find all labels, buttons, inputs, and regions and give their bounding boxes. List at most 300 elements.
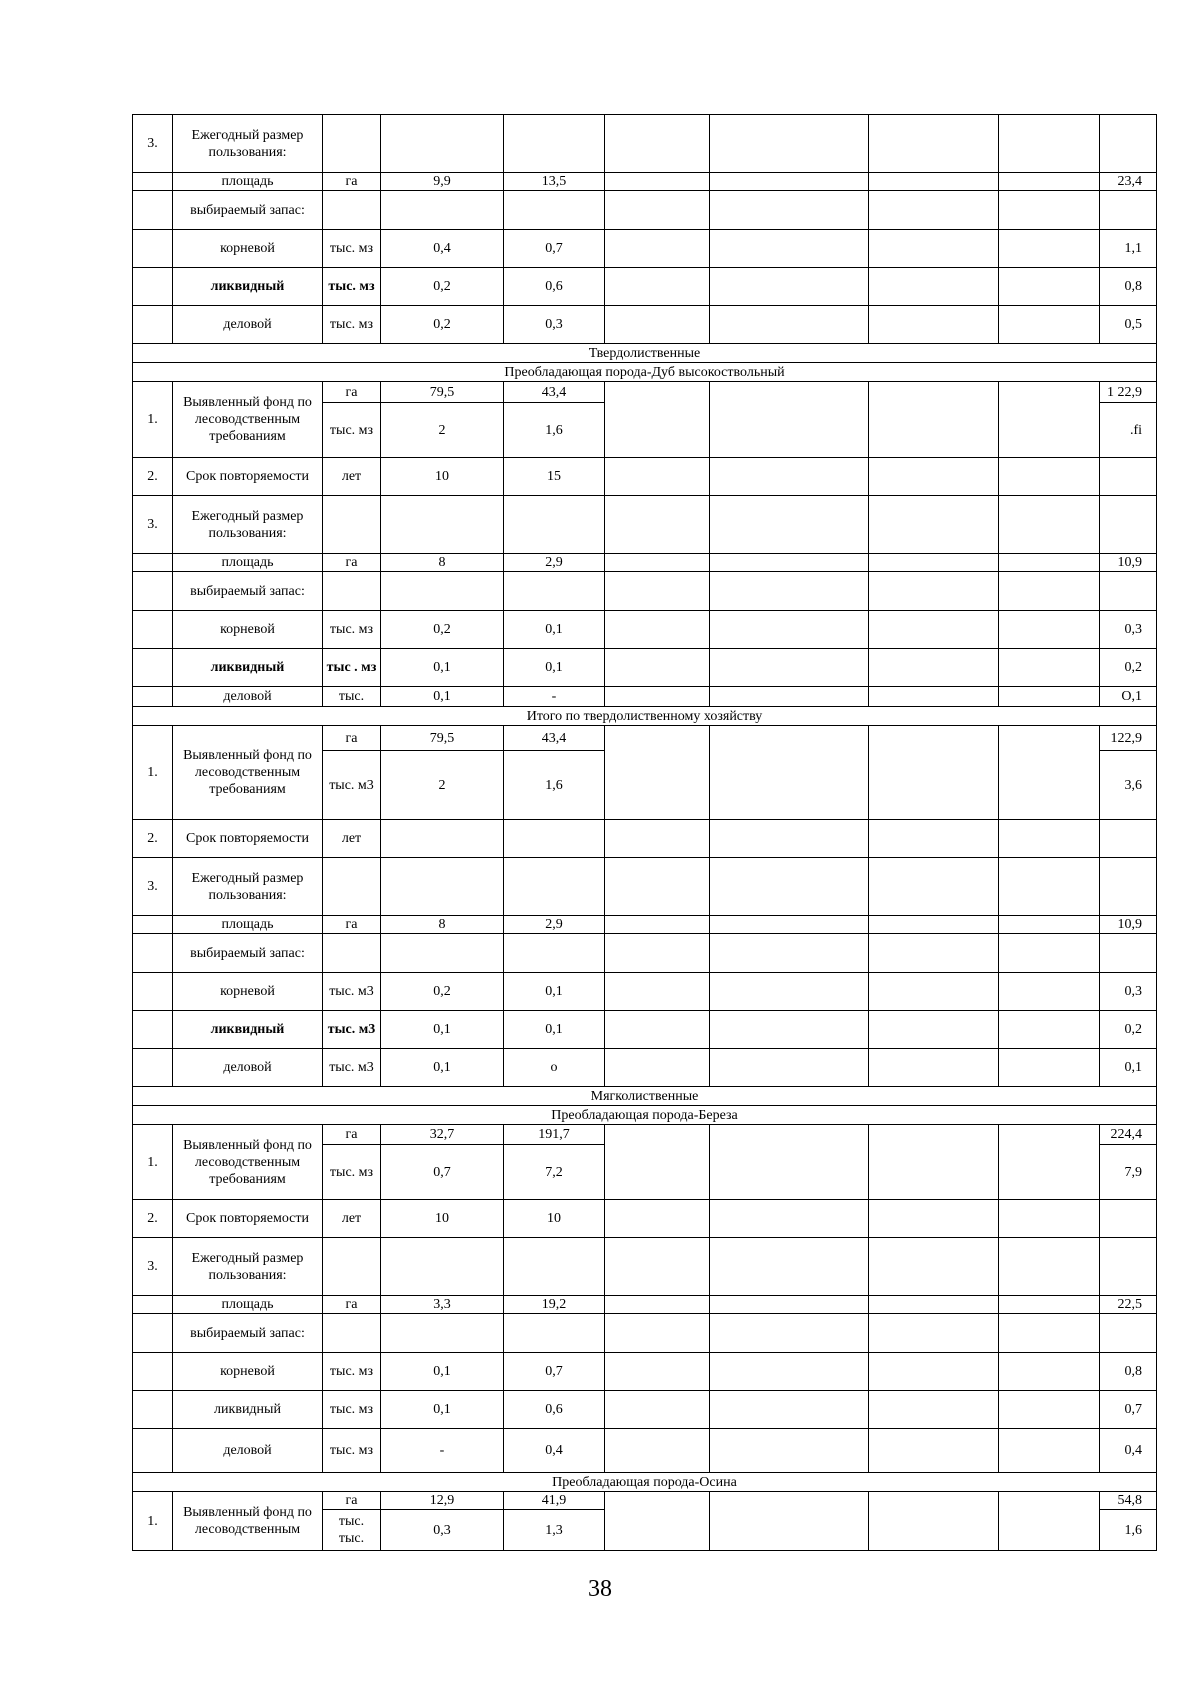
value-cell	[869, 611, 999, 649]
value-cell	[999, 1125, 1100, 1200]
value-cell	[999, 1353, 1100, 1391]
value-cell: 0,7	[504, 1353, 605, 1391]
value-cell	[999, 611, 1100, 649]
section-header: Твердолиственные	[133, 344, 1157, 363]
value-cell	[710, 1011, 869, 1049]
value-cell	[999, 1391, 1100, 1429]
value-cell	[869, 1492, 999, 1551]
value-cell: 0,1	[504, 1011, 605, 1049]
value-cell: 10	[381, 458, 504, 496]
value-cell	[869, 1296, 999, 1314]
value-cell	[869, 554, 999, 572]
row-number	[133, 1353, 173, 1391]
unit-cell: га	[323, 726, 381, 751]
table-row	[133, 1238, 1157, 1296]
value-cell	[504, 496, 605, 554]
value-cell	[999, 1011, 1100, 1049]
unit-cell: га	[323, 1296, 381, 1314]
row-number: 3.	[133, 496, 173, 554]
value-cell	[504, 858, 605, 916]
unit-cell	[323, 191, 381, 230]
section-header: Итого по твердолиственному хозяйству	[133, 707, 1157, 726]
unit-cell: тыс. мз	[323, 1429, 381, 1473]
value-cell: 0,1	[504, 611, 605, 649]
value-cell: 3,3	[381, 1296, 504, 1314]
value-cell	[381, 572, 504, 611]
value-cell	[869, 1391, 999, 1429]
indicator-name: выбираемый запас:	[173, 934, 323, 973]
section-header: Преобладающая порода-Береза	[133, 1106, 1157, 1125]
value-cell	[605, 268, 710, 306]
row-number	[133, 649, 173, 687]
section-header: Преобладающая порода-Дуб высокоствольный	[133, 363, 1157, 382]
value-cell	[605, 496, 710, 554]
table-row	[133, 1049, 1157, 1087]
indicator-name: Срок повторяемости	[173, 820, 323, 858]
section-row	[133, 363, 1157, 382]
value-cell	[999, 496, 1100, 554]
indicator-name: выбираемый запас:	[173, 572, 323, 611]
table-row	[133, 649, 1157, 687]
value-cell	[869, 1049, 999, 1087]
value-cell	[869, 916, 999, 934]
value-cell: о	[504, 1049, 605, 1087]
value-cell: 0,7	[381, 1145, 504, 1200]
row-number: 2.	[133, 458, 173, 496]
value-cell	[869, 1200, 999, 1238]
row-number: 1.	[133, 382, 173, 458]
value-cell	[504, 191, 605, 230]
table-row	[133, 1296, 1157, 1314]
value-cell	[710, 858, 869, 916]
value-cell: 191,7	[504, 1125, 605, 1145]
value-cell	[999, 973, 1100, 1011]
table-row	[133, 820, 1157, 858]
indicator-name: деловой	[173, 1049, 323, 1087]
unit-cell: га	[323, 1492, 381, 1510]
row-number	[133, 973, 173, 1011]
value-cell	[999, 191, 1100, 230]
value-cell	[710, 1238, 869, 1296]
unit-cell: тыс. мз	[323, 1353, 381, 1391]
value-cell: 2,9	[504, 916, 605, 934]
value-cell: 0,3	[504, 306, 605, 344]
indicator-name: деловой	[173, 687, 323, 707]
value-cell	[999, 687, 1100, 707]
unit-cell: тыс. м3	[323, 1011, 381, 1049]
total-cell: 0,7	[1100, 1391, 1157, 1429]
value-cell: 0,3	[381, 1510, 504, 1551]
value-cell	[869, 934, 999, 973]
value-cell	[869, 458, 999, 496]
total-cell	[1100, 1238, 1157, 1296]
total-cell: 10,9	[1100, 554, 1157, 572]
total-cell	[1100, 458, 1157, 496]
unit-cell: тыс. м3	[323, 1049, 381, 1087]
unit-cell	[323, 115, 381, 173]
indicator-name: корневой	[173, 230, 323, 268]
section-row	[133, 344, 1157, 363]
value-cell	[710, 230, 869, 268]
row-number	[133, 306, 173, 344]
indicator-name: площадь	[173, 1296, 323, 1314]
indicator-name: площадь	[173, 916, 323, 934]
unit-cell: тыс . мз	[323, 649, 381, 687]
total-cell	[1100, 1314, 1157, 1353]
total-cell	[1100, 496, 1157, 554]
value-cell	[869, 268, 999, 306]
unit-cell: тыс. мз	[323, 611, 381, 649]
value-cell	[999, 572, 1100, 611]
row-number	[133, 268, 173, 306]
indicator-name: ликвидный	[173, 1011, 323, 1049]
table-row	[133, 306, 1157, 344]
row-number: 3.	[133, 858, 173, 916]
section-row	[133, 1087, 1157, 1106]
value-cell	[869, 858, 999, 916]
value-cell	[710, 496, 869, 554]
total-cell	[1100, 1200, 1157, 1238]
total-cell: 1,6	[1100, 1510, 1157, 1551]
value-cell	[999, 649, 1100, 687]
value-cell	[605, 1492, 710, 1551]
total-cell: 54,8	[1100, 1492, 1157, 1510]
unit-cell: лет	[323, 458, 381, 496]
total-cell: 3,6	[1100, 751, 1157, 820]
value-cell	[710, 687, 869, 707]
total-cell	[1100, 858, 1157, 916]
table-row	[133, 496, 1157, 554]
total-cell	[1100, 572, 1157, 611]
value-cell: 9,9	[381, 173, 504, 191]
total-cell: 0,8	[1100, 1353, 1157, 1391]
unit-cell	[323, 858, 381, 916]
value-cell	[605, 687, 710, 707]
value-cell	[504, 820, 605, 858]
value-cell	[605, 230, 710, 268]
section-row	[133, 1106, 1157, 1125]
value-cell	[999, 115, 1100, 173]
value-cell	[504, 934, 605, 973]
value-cell: 41,9	[504, 1492, 605, 1510]
indicator-name: Ежегодный размер пользования:	[173, 858, 323, 916]
total-cell: 0,2	[1100, 1011, 1157, 1049]
row-number	[133, 916, 173, 934]
indicator-name: Выявленный фонд по лесоводственным требованиям	[173, 726, 323, 820]
table-row	[133, 973, 1157, 1011]
value-cell: 0,2	[381, 973, 504, 1011]
value-cell: 0,4	[504, 1429, 605, 1473]
total-cell: 1,1	[1100, 230, 1157, 268]
value-cell	[605, 1200, 710, 1238]
total-cell: 224,4	[1100, 1125, 1157, 1145]
unit-cell	[323, 934, 381, 973]
value-cell	[999, 554, 1100, 572]
value-cell	[381, 858, 504, 916]
value-cell	[605, 916, 710, 934]
value-cell: 0,6	[504, 1391, 605, 1429]
indicator-name: ликвидный	[173, 268, 323, 306]
value-cell	[710, 554, 869, 572]
value-cell	[999, 1492, 1100, 1551]
value-cell	[869, 1429, 999, 1473]
value-cell	[381, 115, 504, 173]
value-cell: 43,4	[504, 382, 605, 403]
value-cell	[710, 1429, 869, 1473]
table-row	[133, 726, 1157, 751]
unit-cell: га	[323, 173, 381, 191]
table-row	[133, 1314, 1157, 1353]
value-cell: 13,5	[504, 173, 605, 191]
row-number: 2.	[133, 1200, 173, 1238]
total-cell	[1100, 191, 1157, 230]
unit-cell: га	[323, 1125, 381, 1145]
value-cell	[869, 306, 999, 344]
value-cell	[710, 1049, 869, 1087]
value-cell	[605, 1391, 710, 1429]
value-cell	[999, 268, 1100, 306]
value-cell: 0,2	[381, 268, 504, 306]
value-cell	[605, 1125, 710, 1200]
value-cell: 79,5	[381, 726, 504, 751]
value-cell: 0,7	[504, 230, 605, 268]
value-cell: 0,1	[381, 1011, 504, 1049]
value-cell	[710, 916, 869, 934]
value-cell	[605, 306, 710, 344]
value-cell	[605, 858, 710, 916]
total-cell: 0,4	[1100, 1429, 1157, 1473]
value-cell	[710, 268, 869, 306]
value-cell: 1,6	[504, 751, 605, 820]
indicator-name: выбираемый запас:	[173, 1314, 323, 1353]
indicator-name: корневой	[173, 611, 323, 649]
section-header: Мягколиственные	[133, 1087, 1157, 1106]
section-row	[133, 707, 1157, 726]
value-cell: 2	[381, 403, 504, 458]
value-cell: 15	[504, 458, 605, 496]
value-cell	[605, 115, 710, 173]
table-row	[133, 115, 1157, 173]
table-row	[133, 1200, 1157, 1238]
total-cell: 23,4	[1100, 173, 1157, 191]
total-cell: 0,2	[1100, 649, 1157, 687]
row-number	[133, 687, 173, 707]
value-cell	[605, 554, 710, 572]
value-cell	[710, 1314, 869, 1353]
row-number: 1.	[133, 1492, 173, 1551]
total-cell: .fi	[1100, 403, 1157, 458]
unit-cell	[323, 496, 381, 554]
table-row	[133, 173, 1157, 191]
value-cell	[381, 934, 504, 973]
table-row	[133, 1125, 1157, 1145]
total-cell	[1100, 820, 1157, 858]
row-number	[133, 611, 173, 649]
unit-cell: тыс.	[323, 687, 381, 707]
row-number	[133, 230, 173, 268]
value-cell	[869, 1238, 999, 1296]
value-cell	[999, 1238, 1100, 1296]
table-row	[133, 916, 1157, 934]
value-cell	[605, 611, 710, 649]
table-row	[133, 1011, 1157, 1049]
indicator-name: корневой	[173, 1353, 323, 1391]
total-cell	[1100, 934, 1157, 973]
value-cell	[504, 115, 605, 173]
value-cell	[999, 726, 1100, 820]
unit-cell: га	[323, 554, 381, 572]
value-cell: 0,1	[504, 649, 605, 687]
value-cell: 1,3	[504, 1510, 605, 1551]
indicator-name: Ежегодный размер пользования:	[173, 496, 323, 554]
value-cell	[710, 934, 869, 973]
value-cell	[605, 572, 710, 611]
value-cell	[869, 649, 999, 687]
indicator-name: площадь	[173, 554, 323, 572]
section-header: Преобладающая порода-Осина	[133, 1473, 1157, 1492]
value-cell	[710, 726, 869, 820]
row-number	[133, 1314, 173, 1353]
total-cell: O,1	[1100, 687, 1157, 707]
value-cell: 0,2	[381, 611, 504, 649]
value-cell: 19,2	[504, 1296, 605, 1314]
indicator-name: Выявленный фонд по лесоводственным требованиям	[173, 382, 323, 458]
value-cell	[605, 649, 710, 687]
total-cell: 0,8	[1100, 268, 1157, 306]
value-cell	[869, 1314, 999, 1353]
value-cell	[605, 726, 710, 820]
value-cell: 2,9	[504, 554, 605, 572]
unit-cell: тыс. м3	[323, 751, 381, 820]
value-cell	[504, 572, 605, 611]
indicator-name: деловой	[173, 306, 323, 344]
unit-cell	[323, 1314, 381, 1353]
value-cell: 0,1	[504, 973, 605, 1011]
value-cell	[605, 1238, 710, 1296]
total-cell: 7,9	[1100, 1145, 1157, 1200]
value-cell	[605, 1296, 710, 1314]
value-cell	[710, 191, 869, 230]
forest-use-table	[132, 114, 1157, 1551]
total-cell: 0,5	[1100, 306, 1157, 344]
value-cell: 10	[381, 1200, 504, 1238]
unit-cell: тыс. мз	[323, 1391, 381, 1429]
section-row	[133, 1473, 1157, 1492]
value-cell	[999, 1314, 1100, 1353]
value-cell: 8	[381, 916, 504, 934]
value-cell	[710, 173, 869, 191]
value-cell	[999, 820, 1100, 858]
value-cell	[999, 858, 1100, 916]
unit-cell: га	[323, 382, 381, 403]
value-cell: 43,4	[504, 726, 605, 751]
total-cell: 122,9	[1100, 726, 1157, 751]
row-number: 1.	[133, 1125, 173, 1200]
indicator-name: Срок повторяемости	[173, 458, 323, 496]
value-cell	[869, 382, 999, 458]
value-cell: -	[381, 1429, 504, 1473]
unit-cell: тыс. мз	[323, 306, 381, 344]
unit-cell: тыс. м3	[323, 973, 381, 1011]
value-cell	[710, 1125, 869, 1200]
value-cell	[869, 726, 999, 820]
indicator-name: ликвидный	[173, 649, 323, 687]
value-cell	[999, 458, 1100, 496]
table-row	[133, 611, 1157, 649]
unit-cell: тыс. тыс.	[323, 1510, 381, 1551]
value-cell	[869, 496, 999, 554]
value-cell	[605, 1429, 710, 1473]
table-row	[133, 1391, 1157, 1429]
unit-cell: га	[323, 916, 381, 934]
indicator-name: корневой	[173, 973, 323, 1011]
value-cell	[381, 496, 504, 554]
value-cell	[605, 173, 710, 191]
value-cell: 12,9	[381, 1492, 504, 1510]
row-number: 2.	[133, 820, 173, 858]
value-cell	[999, 1200, 1100, 1238]
value-cell: 0,1	[381, 1391, 504, 1429]
unit-cell: тыс. мз	[323, 268, 381, 306]
indicator-name: Ежегодный размер пользования:	[173, 115, 323, 173]
value-cell	[605, 1353, 710, 1391]
value-cell: 79,5	[381, 382, 504, 403]
value-cell	[999, 1296, 1100, 1314]
value-cell	[710, 1296, 869, 1314]
value-cell	[504, 1314, 605, 1353]
row-number	[133, 1049, 173, 1087]
table-row	[133, 230, 1157, 268]
value-cell	[710, 115, 869, 173]
value-cell	[869, 1353, 999, 1391]
total-cell: 10,9	[1100, 916, 1157, 934]
table-row	[133, 191, 1157, 230]
value-cell	[504, 1238, 605, 1296]
value-cell	[605, 458, 710, 496]
value-cell	[605, 191, 710, 230]
table-row	[133, 934, 1157, 973]
value-cell: 0,1	[381, 1049, 504, 1087]
page-number: 38	[588, 1576, 612, 1602]
total-cell: 0,1	[1100, 1049, 1157, 1087]
value-cell	[710, 1353, 869, 1391]
unit-cell: тыс. мз	[323, 1145, 381, 1200]
table-row	[133, 458, 1157, 496]
table-row	[133, 1492, 1157, 1510]
row-number	[133, 1011, 173, 1049]
unit-cell: тыс. мз	[323, 403, 381, 458]
total-cell: 0,3	[1100, 973, 1157, 1011]
value-cell: 7,2	[504, 1145, 605, 1200]
row-number: 3.	[133, 1238, 173, 1296]
unit-cell	[323, 572, 381, 611]
value-cell	[381, 191, 504, 230]
value-cell	[999, 230, 1100, 268]
row-number	[133, 1296, 173, 1314]
value-cell	[605, 820, 710, 858]
value-cell	[999, 306, 1100, 344]
row-number	[133, 572, 173, 611]
row-number	[133, 554, 173, 572]
value-cell	[710, 973, 869, 1011]
row-number	[133, 191, 173, 230]
value-cell	[999, 173, 1100, 191]
unit-cell	[323, 1238, 381, 1296]
indicator-name: деловой	[173, 1429, 323, 1473]
indicator-name: выбираемый запас:	[173, 191, 323, 230]
value-cell: 0,6	[504, 268, 605, 306]
indicator-name: Ежегодный размер пользования:	[173, 1238, 323, 1296]
